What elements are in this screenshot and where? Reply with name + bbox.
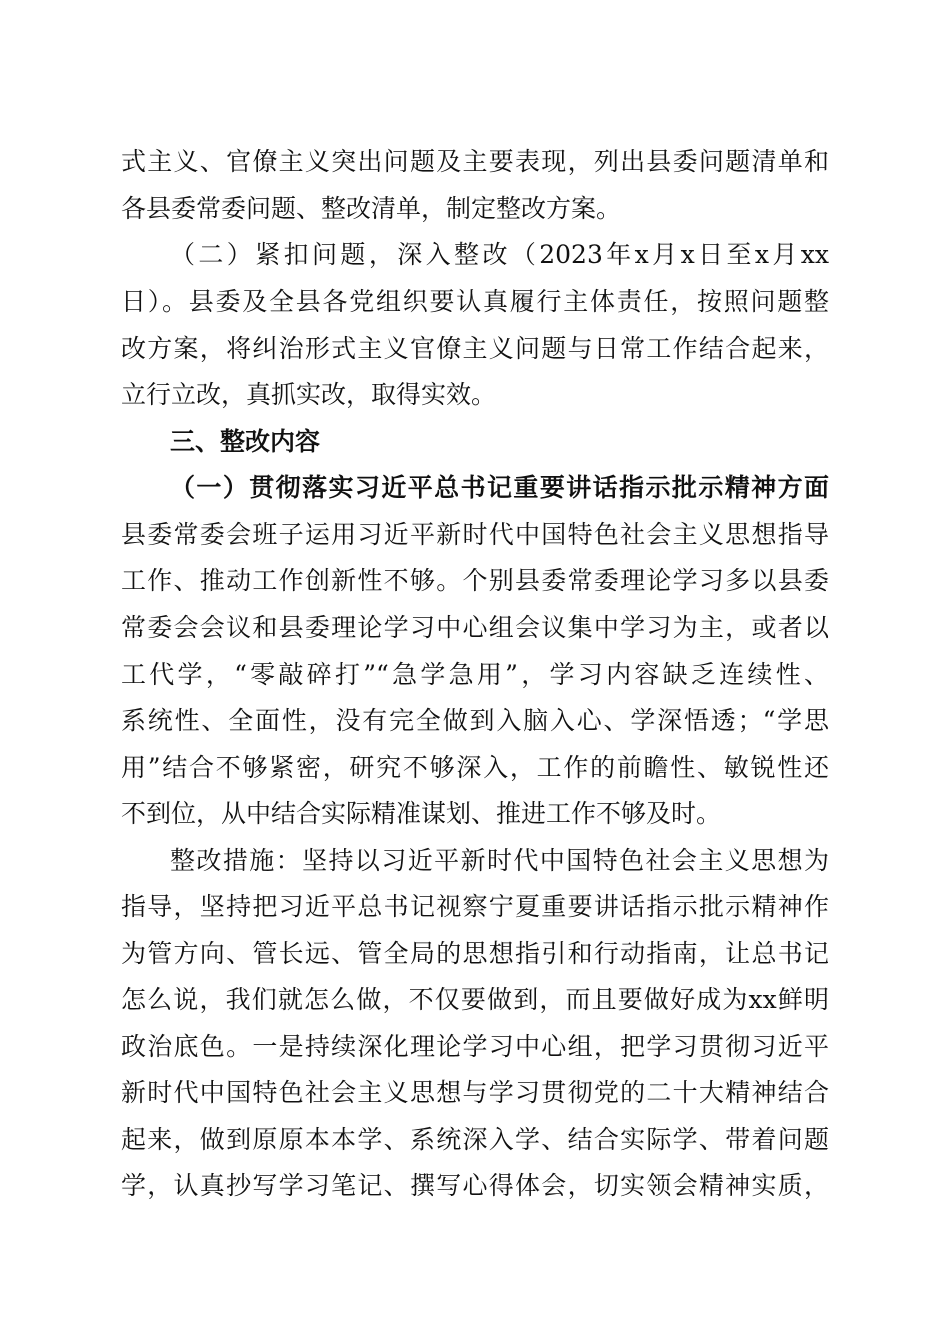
body-text-line: 用”结合不够紧密，研究不够深入，工作的前瞻性、敏锐性还 [121,753,829,782]
body-text-line: 起来，做到原原本本学、系统深入学、结合实际学、带着问题 [121,1125,829,1154]
body-text-line: 整改措施：坚持以习近平新时代中国特色社会主义思想为 [170,846,829,875]
body-text-line: 系统性、全面性，没有完全做到入脑入心、学深悟透；“学思 [121,706,829,735]
body-text-line: 常委会会议和县委理论学习中心组会议集中学习为主，或者以 [121,613,829,642]
subsection-heading: （一）贯彻落实习近平总书记重要讲话指示批示精神方面 [170,473,829,502]
body-text-line: 政治底色。一是持续深化理论学习中心组，把学习贯彻习近平 [121,1032,829,1061]
body-text-line: 学，认真抄写学习笔记、撰写心得体会，切实领会精神实质， [121,1171,829,1200]
body-text-line: 工作、推动工作创新性不够。个别县委常委理论学习多以县委 [121,566,829,595]
section-subheading-line: （二）紧扣问题，深入整改（2023年x月x日至x月xx [170,240,829,269]
body-text-line: 工代学，“零敲碎打”“急学急用”，学习内容缺乏连续性、 [121,660,829,689]
body-text-line: 不到位，从中结合实际精准谋划、推进工作不够及时。 [121,799,722,828]
body-text-line: 怎么说，我们就怎么做，不仅要做到，而且要做好成为xx鲜明 [121,985,829,1014]
body-text-line: 指导，坚持把习近平总书记视察宁夏重要讲话指示批示精神作 [121,892,829,921]
body-text-line: 新时代中国特色社会主义思想与学习贯彻党的二十大精神结合 [121,1078,829,1107]
body-text-line: 改方案，将纠治形式主义官僚主义问题与日常工作结合起来， [121,334,829,363]
section-heading: 三、整改内容 [170,427,321,456]
body-text-line: 日）。县委及全县各党组织要认真履行主体责任，按照问题整 [121,287,829,316]
body-text-line: 式主义、官僚主义突出问题及主要表现，列出县委问题清单和 [121,147,829,176]
body-text-line: 立行立改，真抓实改，取得实效。 [121,380,497,409]
body-text-line: 县委常委会班子运用习近平新时代中国特色社会主义思想指导 [121,520,829,549]
body-text-line: 为管方向、管长远、管全局的思想指引和行动指南，让总书记 [121,939,829,968]
body-text-line: 各县委常委问题、整改清单，制定整改方案。 [121,194,622,223]
